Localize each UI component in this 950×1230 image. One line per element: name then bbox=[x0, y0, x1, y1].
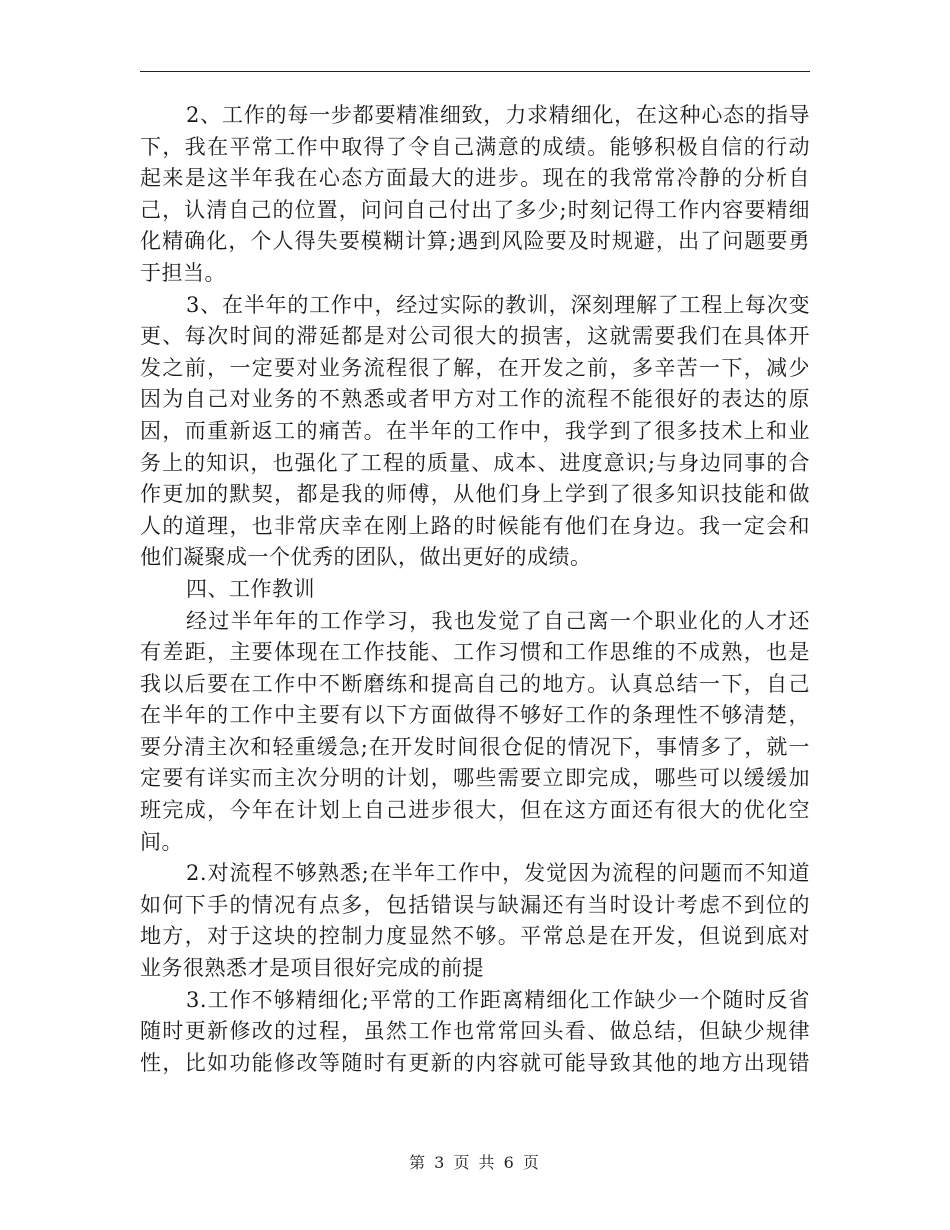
text-line: 于担当。 bbox=[140, 260, 226, 285]
text-line: 3.工作不够精细化;平常的工作距离精细化工作缺少一个随时反省 bbox=[186, 987, 810, 1012]
header-rule bbox=[140, 71, 810, 72]
text-line: 班完成，今年在计划上自己进步很大，但在这方面还有很大的优化空 bbox=[140, 798, 810, 823]
text-line: 更、每次时间的滞延都是对公司很大的损害，这就需要我们在具体开 bbox=[140, 324, 810, 349]
text-line: 随时更新修改的过程，虽然工作也常常回头看、做总结，但缺少规律 bbox=[140, 1019, 810, 1044]
text-line: 四、工作教训 bbox=[186, 576, 315, 601]
text-line: 2、工作的每一步都要精准细致，力求精细化，在这种心态的指导 bbox=[186, 103, 810, 127]
text-line: 3、在半年的工作中，经过实际的教训，深刻理解了工程上每次变 bbox=[186, 292, 810, 317]
text-line: 有差距，主要体现在工作技能、工作习惯和工作思维的不成熟，也是 bbox=[140, 640, 810, 665]
document-body bbox=[140, 100, 810, 1079]
text-line: 下，我在平常工作中取得了令自己满意的成绩。能够积极自信的行动 bbox=[140, 134, 810, 159]
text-line: 我以后要在工作中不断磨练和提高自己的地方。认真总结一下，自己 bbox=[140, 671, 810, 696]
text-line: 他们凝聚成一个优秀的团队，做出更好的成绩。 bbox=[140, 545, 592, 570]
text-line: 发之前，一定要对业务流程很了解，在开发之前，多辛苦一下，减少 bbox=[140, 355, 810, 380]
text-line: 人的道理，也非常庆幸在刚上路的时候能有他们在身边。我一定会和 bbox=[140, 513, 810, 538]
text-line: 地方，对于这块的控制力度显然不够。平常总是在开发，但说到底对 bbox=[140, 924, 810, 949]
text-line: 经过半年年的工作学习，我也发觉了自己离一个职业化的人才还 bbox=[186, 608, 810, 633]
text-line: 2.对流程不够熟悉;在半年工作中，发觉因为流程的问题而不知道 bbox=[186, 861, 810, 886]
text-line: 作更加的默契，都是我的师傅，从他们身上学到了很多知识技能和做 bbox=[140, 482, 810, 507]
text-line: 在半年的工作中主要有以下方面做得不够好工作的条理性不够清楚， bbox=[140, 703, 810, 728]
text-line: 化精确化，个人得失要模糊计算;遇到风险要及时规避，出了问题要勇 bbox=[140, 229, 810, 254]
text-line: 间。 bbox=[140, 829, 183, 854]
text-line: 业务很熟悉才是项目很好完成的前提 bbox=[140, 956, 484, 981]
text-line: 定要有详实而主次分明的计划，哪些需要立即完成，哪些可以缓缓加 bbox=[140, 766, 810, 791]
text-line: 如何下手的情况有点多，包括错误与缺漏还有当时设计考虑不到位的 bbox=[140, 892, 810, 917]
text-line: 因，而重新返工的痛苦。在半年的工作中，我学到了很多技术上和业 bbox=[140, 418, 810, 443]
page-footer: 第 3 页 共 6 页 bbox=[409, 1153, 541, 1172]
text-line: 起来是这半年我在心态方面最大的进步。现在的我常常冷静的分析自 bbox=[140, 166, 810, 191]
text-line: 己，认清自己的位置，问问自己付出了多少;时刻记得工作内容要精细 bbox=[140, 197, 810, 222]
text-line: 务上的知识，也强化了工程的质量、成本、进度意识;与身边同事的合 bbox=[140, 450, 810, 475]
text-line: 性，比如功能修改等随时有更新的内容就可能导致其他的地方出现错 bbox=[140, 1050, 810, 1075]
text-line: 因为自己对业务的不熟悉或者甲方对工作的流程不能很好的表达的原 bbox=[140, 387, 810, 412]
text-line: 要分清主次和轻重缓急;在开发时间很仓促的情况下，事情多了，就一 bbox=[140, 734, 810, 759]
